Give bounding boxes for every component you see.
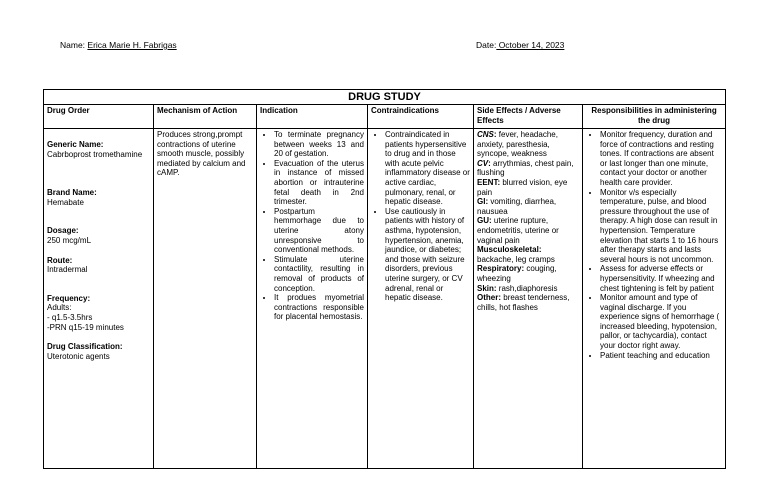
name-label: Name: [60,40,88,50]
list-item: • To terminate pregnancy between weeks 13 and 20 of gestation. [274,130,364,159]
frequency-label: Frequency: [47,293,91,303]
list-item: • Monitor v/s especially temperature, pulse, and blood pressure throughout the use of therapy. A high dose can result in hypertension. Temperature elevation that starts 1 to 16 hours after therapy starts and lasts several hours is not uncommon. [600,188,722,265]
list-item: • Postpartum hemmorhage due to uterine atony unresponsive to conventional methods. [274,207,364,255]
col-responsibilities: Responsibilities in administering the drug [583,105,726,129]
side-effect-label: Respiratory [477,264,522,274]
route-value: Intradermal [47,265,88,275]
list-item: • Use cautiously in patients with history of asthma, hypotension, hypertension, anemia, jaundice, or diabetes; and those with seizure disorders, previous uterine surgery, or CV adrenal, renal or hepatic disease. [385,207,470,303]
date-label: Date: [476,40,497,50]
side-effect-entry: CNS: fever, headache, anxiety, paresthesia, syncope, weakness [477,130,558,159]
side-effect-label: CNS [477,130,494,139]
date-line [476,40,564,50]
generic-name-label: Generic Name: [47,140,104,149]
list-item: • It produes myometrial contractions responsible for placental hemostasis. [274,293,364,322]
responsibilities-cell [583,129,726,469]
drug-study-table [43,89,726,469]
mechanism-cell: Produces strong,prompt contractions of uterine smooth muscle, possibly mediated by calcium and cAMP. [154,129,257,469]
col-drug-order: Drug Order [44,105,154,129]
col-mechanism: Mechanism of Action [154,105,257,129]
side-effect-label: EENT [477,177,498,187]
side-effect-label: Skin [477,283,494,293]
side-effect-entry: CV: arrythmias, chest pain, flushing [477,158,574,178]
list-item: • Evacuation of the uterus in instance of missed abortion or intrauterine fetal death in 2nd trimester. [274,159,364,207]
side-effect-entry: Other: breast tenderness, chills, hot flashes [477,293,570,312]
col-indication: Indication [257,105,368,129]
classification-label: Drug Classification: [47,342,123,352]
list-item: • Stimulate uterine contactility, resulting in removal of products of conception. [274,255,364,293]
table-title: DRUG STUDY [44,90,726,105]
side-effect-label: GI [477,197,486,207]
side-effect-label: GU [477,216,489,226]
header-row [44,105,726,129]
indication-cell [257,129,368,469]
side-effect-entry: Skin: rash,diaphoresis [477,283,558,293]
student-name: Erica Marie H. Fabrigas [87,40,177,50]
classification-value: Uterotonic agents [47,351,110,361]
date-value: October 14, 2023 [496,40,565,50]
list-item: • Monitor frequency, duration and force of contractions and resting tones. If contractions are absent or last longer than one minute, contact your doctor or another health care provider. [600,130,722,188]
list-item: • Patient teaching and education [600,351,722,361]
frequency-line-1: Adults: [47,303,72,313]
side-effect-entry: GI: vomiting, diarrhea, nausuea [477,197,557,216]
brand-name-label: Brand Name: [47,188,97,198]
generic-name-value: Cabrboprost tromethamine [47,149,143,159]
list-item: • Monitor amount and type of vaginal discharge. If you experience signs of hemorrhage ( increased bleeding, hypotension, pallor, or tachycardia), contact your doctor right away. [600,293,722,351]
side-effect-entry: GU: uterine rupture, endometritis, uterine or vaginal pain [477,216,559,245]
name-line [60,40,177,50]
list-item: • Contraindicated in patients hypersensitive to drug and in those with acute pelvic inflammatory disease or active cardiac, pulmonary, renal, or hepatic disease. [385,130,470,207]
drug-order-cell [44,129,154,469]
table-row [44,129,726,469]
col-side-effects: Side Effects / Adverse Effects [474,105,583,129]
frequency-line-2: - q1.5-3.5hrs [47,312,93,322]
side-effect-label: CV [477,158,489,168]
brand-name-value: Hemabate [47,197,84,207]
side-effects-cell [474,129,583,469]
col-contraindications: Contraindications [368,105,474,129]
side-effect-label: Musculoskeletal [477,245,539,255]
side-effect-label: Other [477,293,499,303]
side-effect-entry: Musculoskeletal: backache, leg cramps [477,245,555,264]
side-effect-entry: Respiratory: couging, wheezing [477,264,557,283]
dosage-label: Dosage: [47,226,79,236]
side-effect-entry: EENT: blurred vision, eye pain [477,177,568,197]
contraindications-cell [368,129,474,469]
frequency-line-3: -PRN q15-19 minutes [47,322,124,332]
dosage-value: 250 mcg/mL [47,235,92,245]
list-item: • Assess for adverse effects or hypersensitivity. If wheezing and chest tightening is felt by patient [600,264,722,293]
route-label: Route: [47,255,73,265]
